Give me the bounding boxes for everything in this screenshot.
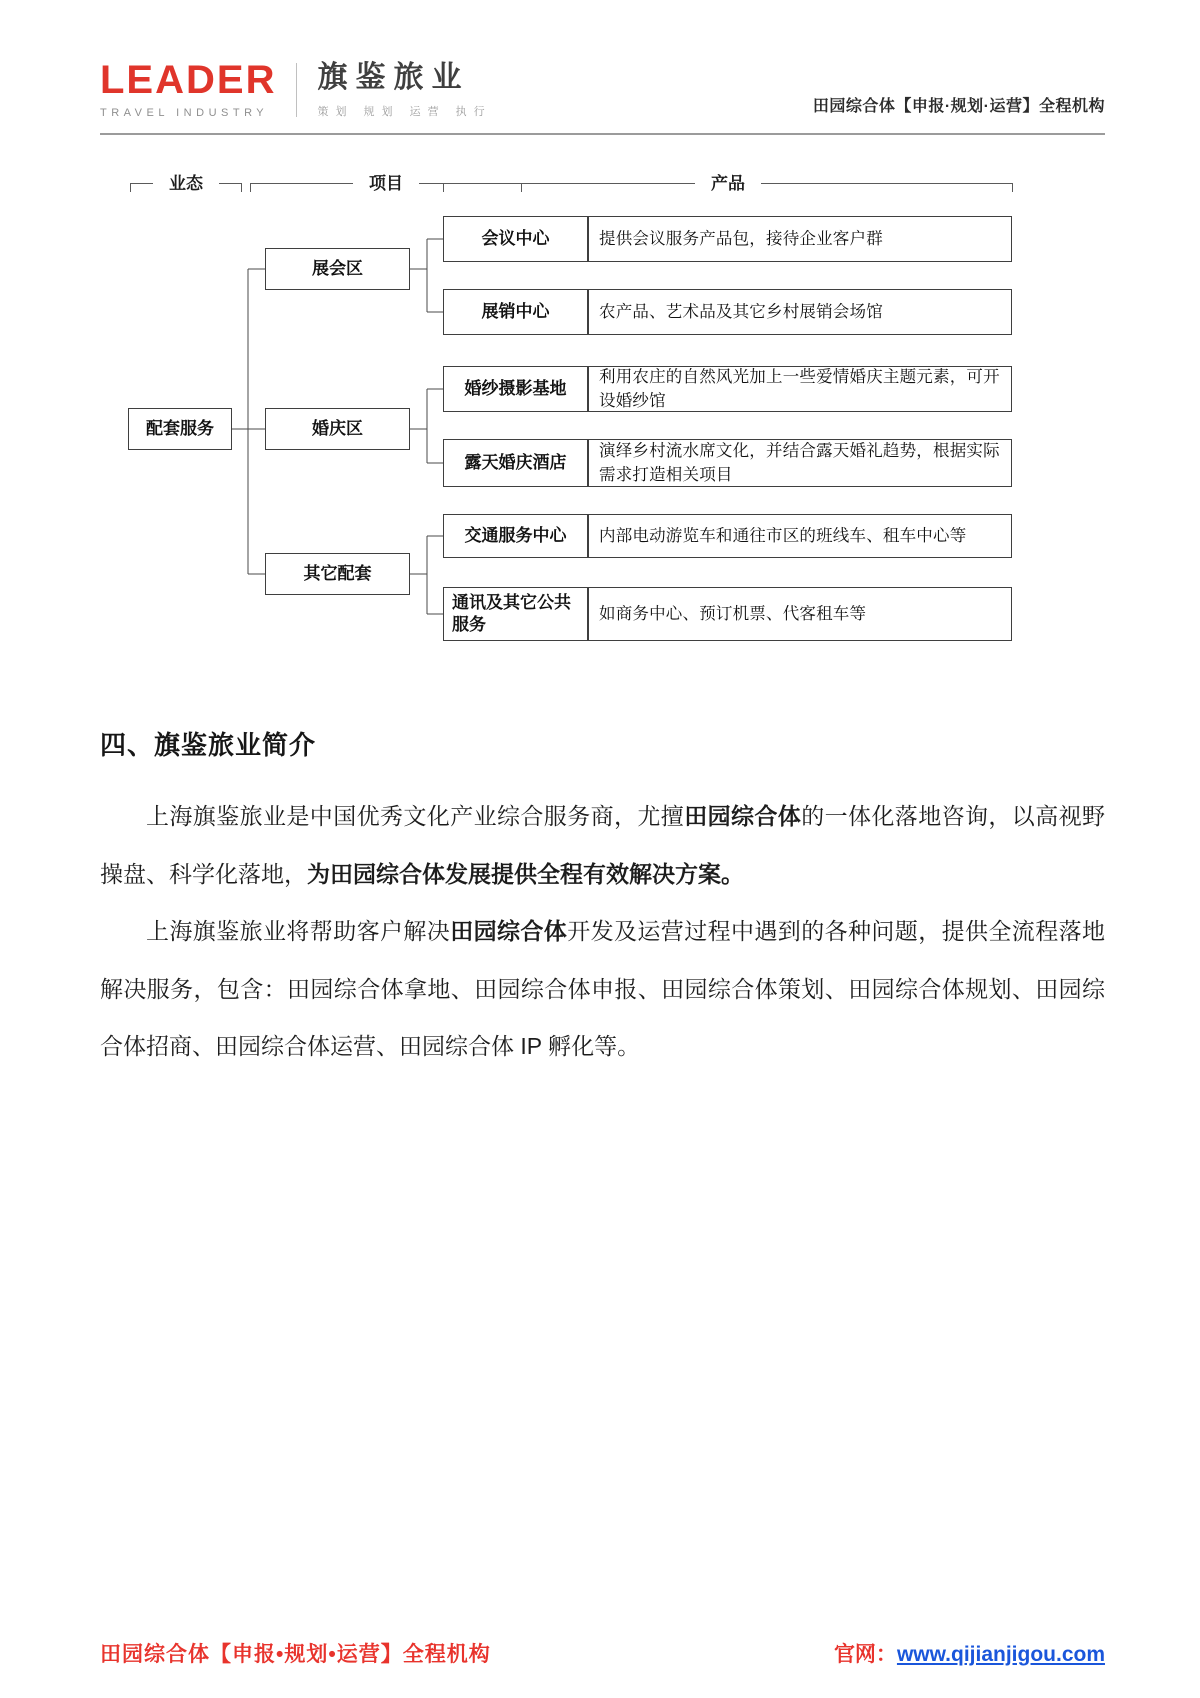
column-header-label: 产品 <box>711 174 745 193</box>
brand-slogan: 策划 规划 运营 执行 <box>317 105 492 118</box>
leader-logo-text: LEADER <box>100 58 277 102</box>
header-rule <box>100 133 1105 135</box>
column-header-product <box>443 173 1013 194</box>
section-body <box>100 788 1105 1076</box>
section-heading: 四、旗鉴旅业简介 <box>100 730 317 760</box>
group-node-wedding-zone: 婚庆区 <box>265 408 410 450</box>
item-description: 农产品、艺术品及其它乡村展销会场馆 <box>588 289 1012 335</box>
column-header-label: 业态 <box>169 174 203 193</box>
item-description: 利用农庄的自然风光加上一些爱情婚庆主题元素，可开设婚纱馆 <box>588 366 1012 412</box>
logo-divider <box>296 63 297 117</box>
bracket-line <box>250 183 353 192</box>
services-diagram <box>100 163 1105 663</box>
column-header-business-type <box>130 173 242 194</box>
bracket-line <box>219 183 242 192</box>
item-node-conference-center: 会议中心 <box>443 216 588 262</box>
column-header-label: 项目 <box>369 174 403 193</box>
footer-site-label: 官网： <box>833 1643 897 1666</box>
travel-industry-label: TRAVEL INDUSTRY <box>100 107 269 119</box>
item-description: 如商务中心、预订机票、代客租车等 <box>588 587 1012 641</box>
root-node-supporting-services: 配套服务 <box>128 408 232 450</box>
item-node-open-air-wedding-hotel: 露天婚庆酒店 <box>443 439 588 487</box>
bracket-line <box>130 183 153 192</box>
item-node-communication-public-services: 通讯及其它公共服务 <box>443 587 588 641</box>
item-node-exhibition-center: 展销中心 <box>443 289 588 335</box>
group-node-other-support: 其它配套 <box>265 553 410 595</box>
group-node-exhibition-zone: 展会区 <box>265 248 410 290</box>
leader-logo-block <box>100 60 276 119</box>
item-description: 演绎乡村流水席文化，并结合露天婚礼趋势，根据实际需求打造相关项目 <box>588 439 1012 487</box>
item-description: 提供会议服务产品包，接待企业客户群 <box>588 216 1012 262</box>
paragraph-services: 上海旗鉴旅业将帮助客户解决田园综合体开发及运营过程中遇到的各种问题，提供全流程落地解决服务，包含：田园综合体拿地、田园综合体申报、田园综合体策划、田园综合体规划、田园综合体招商、田园综合体运营、田园综合体 IP 孵化等。 <box>100 918 1106 1059</box>
paragraph-intro: 上海旗鉴旅业是中国优秀文化产业综合服务商，尤擅田园综合体的一体化落地咨询，以高视野操盘、科学化落地，为田园综合体发展提供全程有效解决方案。 <box>100 803 1106 887</box>
item-description: 内部电动游览车和通往市区的班线车、租车中心等 <box>588 514 1012 558</box>
page-header <box>0 0 1200 133</box>
footer-tagline: 田园综合体【申报•规划•运营】全程机构 <box>100 1643 491 1666</box>
item-node-transport-service-center: 交通服务中心 <box>443 514 588 558</box>
page-footer <box>100 1638 1105 1668</box>
brand-cn-block <box>317 61 491 119</box>
bracket-line <box>443 183 695 192</box>
item-node-wedding-photo-base: 婚纱摄影基地 <box>443 366 588 412</box>
header-tagline: 田园综合体【申报·规划·运营】全程机构 <box>812 98 1105 115</box>
footer-site-url[interactable]: www.qijianjigou.com <box>896 1643 1105 1666</box>
brand-name-cn: 旗鉴旅业 <box>317 60 470 94</box>
footer-site <box>834 1638 1105 1668</box>
bracket-line <box>761 183 1013 192</box>
brand-logo <box>100 60 492 119</box>
